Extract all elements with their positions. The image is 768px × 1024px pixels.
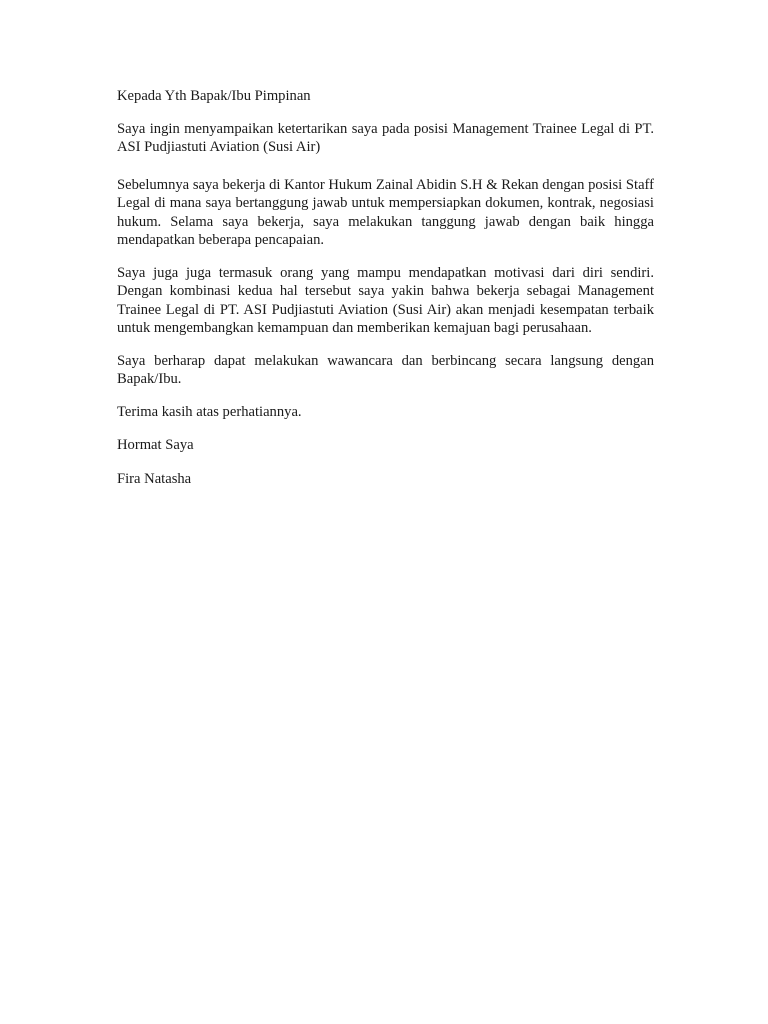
paragraph-intro: Saya ingin menyampaikan ketertarikan saya pada posisi Management Trainee Legal di PT. ASI Pudjiastuti Aviation (Susi Air) xyxy=(117,120,654,155)
signature-name: Fira Natasha xyxy=(117,470,192,487)
closing-line: Hormat Saya xyxy=(117,437,194,453)
cover-letter xyxy=(117,87,654,488)
salutation: Kepada Yth Bapak/Ibu Pimpinan xyxy=(117,88,311,104)
paragraph-experience: Sebelumnya saya bekerja di Kantor Hukum Zainal Abidin S.H & Rekan dengan posisi Staff Legal di mana saya bertanggung jawab untuk mempersiapkan dokumen, kontrak, negosiasi hukum. Selama saya bekerja, saya melakukan tanggung jawab dengan baik hingga mendapatkan beberapa pencapaian. xyxy=(117,176,654,248)
paragraph-interview-request: Saya berharap dapat melakukan wawancara dan berbincang secara langsung dengan Bapak/Ibu. xyxy=(117,352,654,387)
thanks-line: Terima kasih atas perhatiannya. xyxy=(117,403,302,420)
paragraph-motivation: Saya juga juga termasuk orang yang mampu mendapatkan motivasi dari diri sendiri. Dengan kombinasi kedua hal tersebut saya yakin bahwa bekerja sebagai Management Trainee Legal di PT. ASI Pudjiastuti Aviation (Susi Air) akan menjadi kesempatan terbaik untuk mengembangkan kemampuan dan memberikan kemajuan bagi perusahaan. xyxy=(117,264,654,336)
